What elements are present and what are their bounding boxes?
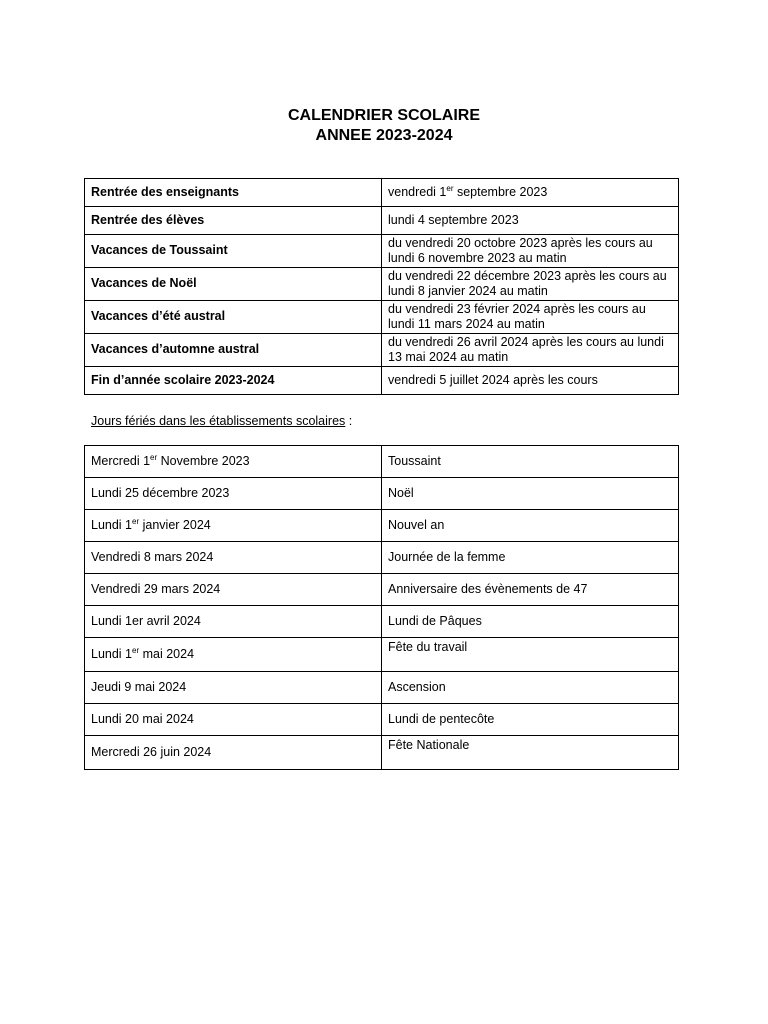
date-cell: du vendredi 23 février 2024 après les cours au lundi 11 mars 2024 au matin (382, 301, 679, 334)
table-row (85, 510, 679, 542)
date-cell: du vendredi 26 avril 2024 après les cours au lundi 13 mai 2024 au matin (382, 334, 679, 367)
page-subtitle: ANNEE 2023-2024 (315, 127, 453, 144)
page-title: CALENDRIER SCOLAIRE (287, 107, 480, 124)
holiday-name-cell: Lundi de Pâques (382, 606, 679, 638)
table-row (85, 478, 679, 510)
holiday-name-cell: Nouvel an (382, 510, 679, 542)
holiday-date-cell: Vendredi 29 mars 2024 (85, 574, 382, 606)
holidays-heading: Jours fériés dans les établissements scolaires : (91, 414, 353, 428)
holiday-date-cell: Vendredi 8 mars 2024 (85, 542, 382, 574)
table-row (85, 542, 679, 574)
holiday-date-cell: Mercredi 1er Novembre 2023 (85, 446, 382, 478)
table-row (85, 606, 679, 638)
event-cell: Vacances de Toussaint (85, 235, 382, 268)
table-row (85, 638, 679, 672)
public-holidays-table (84, 445, 679, 770)
holiday-date-cell: Lundi 25 décembre 2023 (85, 478, 382, 510)
event-cell: Rentrée des enseignants (85, 179, 382, 207)
holiday-name-cell: Ascension (382, 672, 679, 704)
table-row (85, 672, 679, 704)
table-row (85, 574, 679, 606)
holiday-date-cell: Lundi 1er janvier 2024 (85, 510, 382, 542)
table-row (85, 179, 679, 207)
date-cell: vendredi 1er septembre 2023 (382, 179, 679, 207)
holiday-date-cell: Lundi 1er avril 2024 (85, 606, 382, 638)
holiday-name-cell: Toussaint (382, 446, 679, 478)
date-cell: vendredi 5 juillet 2024 après les cours (382, 367, 679, 395)
event-cell: Vacances d’automne austral (85, 334, 382, 367)
table-row (85, 268, 679, 301)
holiday-name-cell: Fête Nationale (382, 736, 679, 770)
school-calendar-table (84, 178, 679, 395)
holiday-date-cell: Mercredi 26 juin 2024 (85, 736, 382, 770)
holiday-name-cell: Anniversaire des évènements de 47 (382, 574, 679, 606)
table-row (85, 235, 679, 268)
event-cell: Vacances d’été austral (85, 301, 382, 334)
table-row (85, 736, 679, 770)
event-cell: Rentrée des élèves (85, 207, 382, 235)
holiday-name-cell: Journée de la femme (382, 542, 679, 574)
table-row (85, 334, 679, 367)
holiday-name-cell: Noël (382, 478, 679, 510)
table-row (85, 704, 679, 736)
holiday-date-cell: Lundi 20 mai 2024 (85, 704, 382, 736)
date-cell: du vendredi 22 décembre 2023 après les cours au lundi 8 janvier 2024 au matin (382, 268, 679, 301)
holiday-name-cell: Fête du travail (382, 638, 679, 672)
table-row (85, 301, 679, 334)
event-cell: Fin d’année scolaire 2023-2024 (85, 367, 382, 395)
event-cell: Vacances de Noël (85, 268, 382, 301)
table-row (85, 367, 679, 395)
holiday-date-cell: Jeudi 9 mai 2024 (85, 672, 382, 704)
holiday-date-cell: Lundi 1er mai 2024 (85, 638, 382, 672)
table-row (85, 446, 679, 478)
date-cell: lundi 4 septembre 2023 (382, 207, 679, 235)
table-row (85, 207, 679, 235)
date-cell: du vendredi 20 octobre 2023 après les cours au lundi 6 novembre 2023 au matin (382, 235, 679, 268)
holiday-name-cell: Lundi de pentecôte (382, 704, 679, 736)
